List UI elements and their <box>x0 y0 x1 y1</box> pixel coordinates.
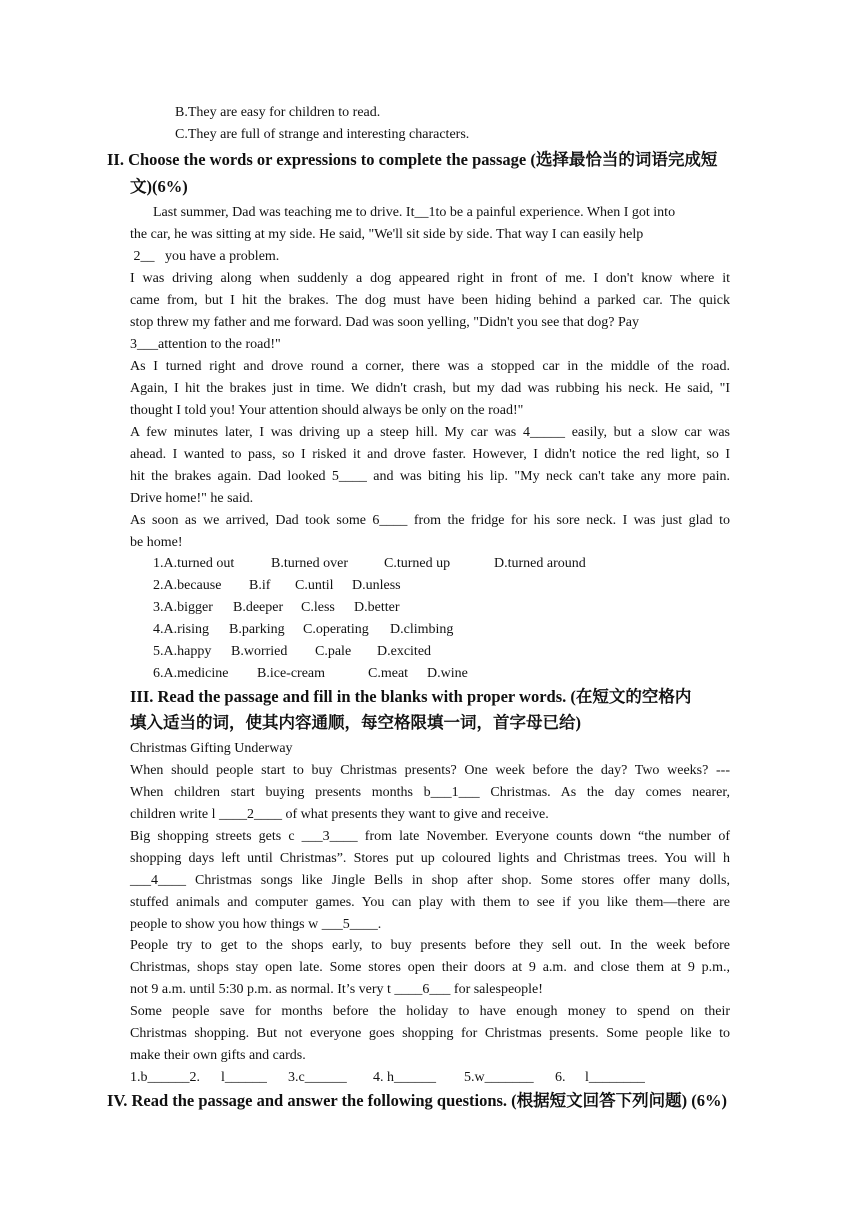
option-2b[interactable]: B.if <box>249 578 271 593</box>
passage-3-line: People try to get to the shops early, to buy presents before they sell out. In the week before <box>130 938 730 953</box>
passage-3-line: ___4____ Christmas songs like Jingle Bells in shop after shop. Some stores offer many dolls, <box>130 873 730 888</box>
option-1c[interactable]: C.turned up <box>384 556 451 571</box>
passage-3-line: shopping days left until Christmas”. Stores put up coloured lights and Christmas trees. You will h <box>130 851 730 866</box>
option-4b[interactable]: B.parking <box>229 622 285 637</box>
passage-2-line: ahead. I wanted to pass, so I risked it and drove faster. However, I didn't notice the red light, so I <box>130 447 730 462</box>
passage-2-line: A few minutes later, I was driving up a steep hill. My car was 4_____ easily, but a slow car was <box>130 425 730 440</box>
option-6d[interactable]: D.wine <box>427 666 468 681</box>
passage-2-line: the car, he was sitting at my side. He said, "We'll sit side by side. That way I can easily help <box>130 227 644 242</box>
option-5a[interactable]: 5.A.happy <box>153 644 212 659</box>
answer-blank-3[interactable]: 3.c______ <box>288 1070 347 1085</box>
passage-2-line: 2__ you have a problem. <box>130 249 280 264</box>
passage-3-line: When children start buying presents months b___1___ Christmas. As the day comes nearer, <box>130 785 730 800</box>
option-4d[interactable]: D.climbing <box>390 622 454 637</box>
passage-3-line: Some people save for months before the holiday to have enough money to spend on their <box>130 1004 730 1019</box>
option-4c[interactable]: C.operating <box>303 622 369 637</box>
passage-3-line: children write l ____2____ of what presents they want to give and receive. <box>130 807 549 822</box>
section-2-heading: II. Choose the words or expressions to complete the passage (选择最恰当的词语完成短 <box>107 150 718 169</box>
passage-2-line: 3___attention to the road!" <box>130 337 281 352</box>
passage-3-line: stuffed animals and computer games. You can play with them to see if you like them—there are <box>130 895 730 910</box>
passage-3-title: Christmas Gifting Underway <box>130 741 293 756</box>
passage-2-line: Drive home!" he said. <box>130 491 254 506</box>
section-2-heading-cont: 文)(6%) <box>130 177 188 196</box>
option-5b[interactable]: B.worried <box>231 644 288 659</box>
passage-2-line: As soon as we arrived, Dad took some 6____ from the fridge for his sore neck. I was just glad to <box>130 513 730 528</box>
option-2a[interactable]: 2.A.because <box>153 578 222 593</box>
section-4-heading: IV. Read the passage and answer the following questions. (根据短文回答下列问题) (6%) <box>107 1091 728 1110</box>
option-3d[interactable]: D.better <box>354 600 400 615</box>
passage-2-line: came from, but I hit the brakes. The dog must have been hiding behind a parked car. The quick <box>130 293 730 308</box>
passage-2-line: Again, I hit the brakes just in time. We didn't crash, but my dad was rubbing his neck. He said, "I <box>130 381 730 396</box>
passage-2-line: I was driving along when suddenly a dog appeared right in front of me. I don't know where it <box>130 271 730 286</box>
passage-3-line: Christmas, shops stay open late. Some stores open their doors at 9 a.m. and close them at 9 p.m., <box>130 960 730 975</box>
answer-blank-1[interactable]: 1.b______2. <box>130 1070 200 1085</box>
passage-3-line: people to show you how things w ___5____. <box>130 917 382 932</box>
option-6a[interactable]: 6.A.medicine <box>153 666 229 681</box>
passage-2-line: As I turned right and drove round a corner, there was a stopped car in the middle of the road. <box>130 359 730 374</box>
option-4a[interactable]: 4.A.rising <box>153 622 209 637</box>
option-1d[interactable]: D.turned around <box>494 556 586 571</box>
option-5c[interactable]: C.pale <box>315 644 352 659</box>
passage-2-line: be home! <box>130 535 183 550</box>
passage-3-line: make their own gifts and cards. <box>130 1048 306 1063</box>
answer-blank-2[interactable]: l______ <box>221 1070 267 1085</box>
passage-3-line: Big shopping streets gets c ___3____ from late November. Everyone counts down “the number of <box>130 829 730 844</box>
option-6b[interactable]: B.ice-cream <box>257 666 326 681</box>
passage-2-line: thought I told you! Your attention should always be only on the road!" <box>130 403 524 418</box>
option-3b[interactable]: B.deeper <box>233 600 284 615</box>
passage-2-line: Last summer, Dad was teaching me to drive. It__1to be a painful experience. When I got into <box>153 205 676 220</box>
option-1a[interactable]: 1.A.turned out <box>153 556 235 571</box>
passage-2-line: hit the brakes again. Dad looked 5____ and was biting his lip. "My neck can't take any more pain. <box>130 469 730 484</box>
answer-blank-4[interactable]: 4. h______ <box>373 1070 436 1085</box>
answer-blank-5[interactable]: 5.w_______ <box>464 1070 534 1085</box>
option-2c[interactable]: C.until <box>295 578 334 593</box>
answer-blank-6-number: 6. <box>555 1070 566 1085</box>
option-c: C.They are full of strange and interesting characters. <box>175 127 470 142</box>
passage-3-line: Christmas shopping. But not everyone goes shopping for Christmas presents. Some people like to <box>130 1026 730 1041</box>
passage-3-line: When should people start to buy Christmas presents? One week before the day? Two weeks? --- <box>130 763 730 778</box>
option-1b[interactable]: B.turned over <box>271 556 348 571</box>
option-3c[interactable]: C.less <box>301 600 335 615</box>
option-6c[interactable]: C.meat <box>368 666 409 681</box>
section-3-heading: III. Read the passage and fill in the blanks with proper words. (在短文的空格内 <box>130 687 692 706</box>
option-5d[interactable]: D.excited <box>377 644 432 659</box>
section-3-heading-cont: 填入适当的词，使其内容通顺，每空格限填一词，首字母已给) <box>130 713 581 732</box>
option-2d[interactable]: D.unless <box>352 578 401 593</box>
passage-2-line: stop threw my father and me forward. Dad was soon yelling, "Didn't you see that dog? Pay <box>130 315 640 330</box>
option-3a[interactable]: 3.A.bigger <box>153 600 213 615</box>
answer-blank-6[interactable]: l________ <box>585 1070 645 1085</box>
option-b: B.They are easy for children to read. <box>175 105 381 120</box>
passage-3-line: not 9 a.m. until 5:30 p.m. as normal. It’s very t ____6___ for salespeople! <box>130 982 543 997</box>
